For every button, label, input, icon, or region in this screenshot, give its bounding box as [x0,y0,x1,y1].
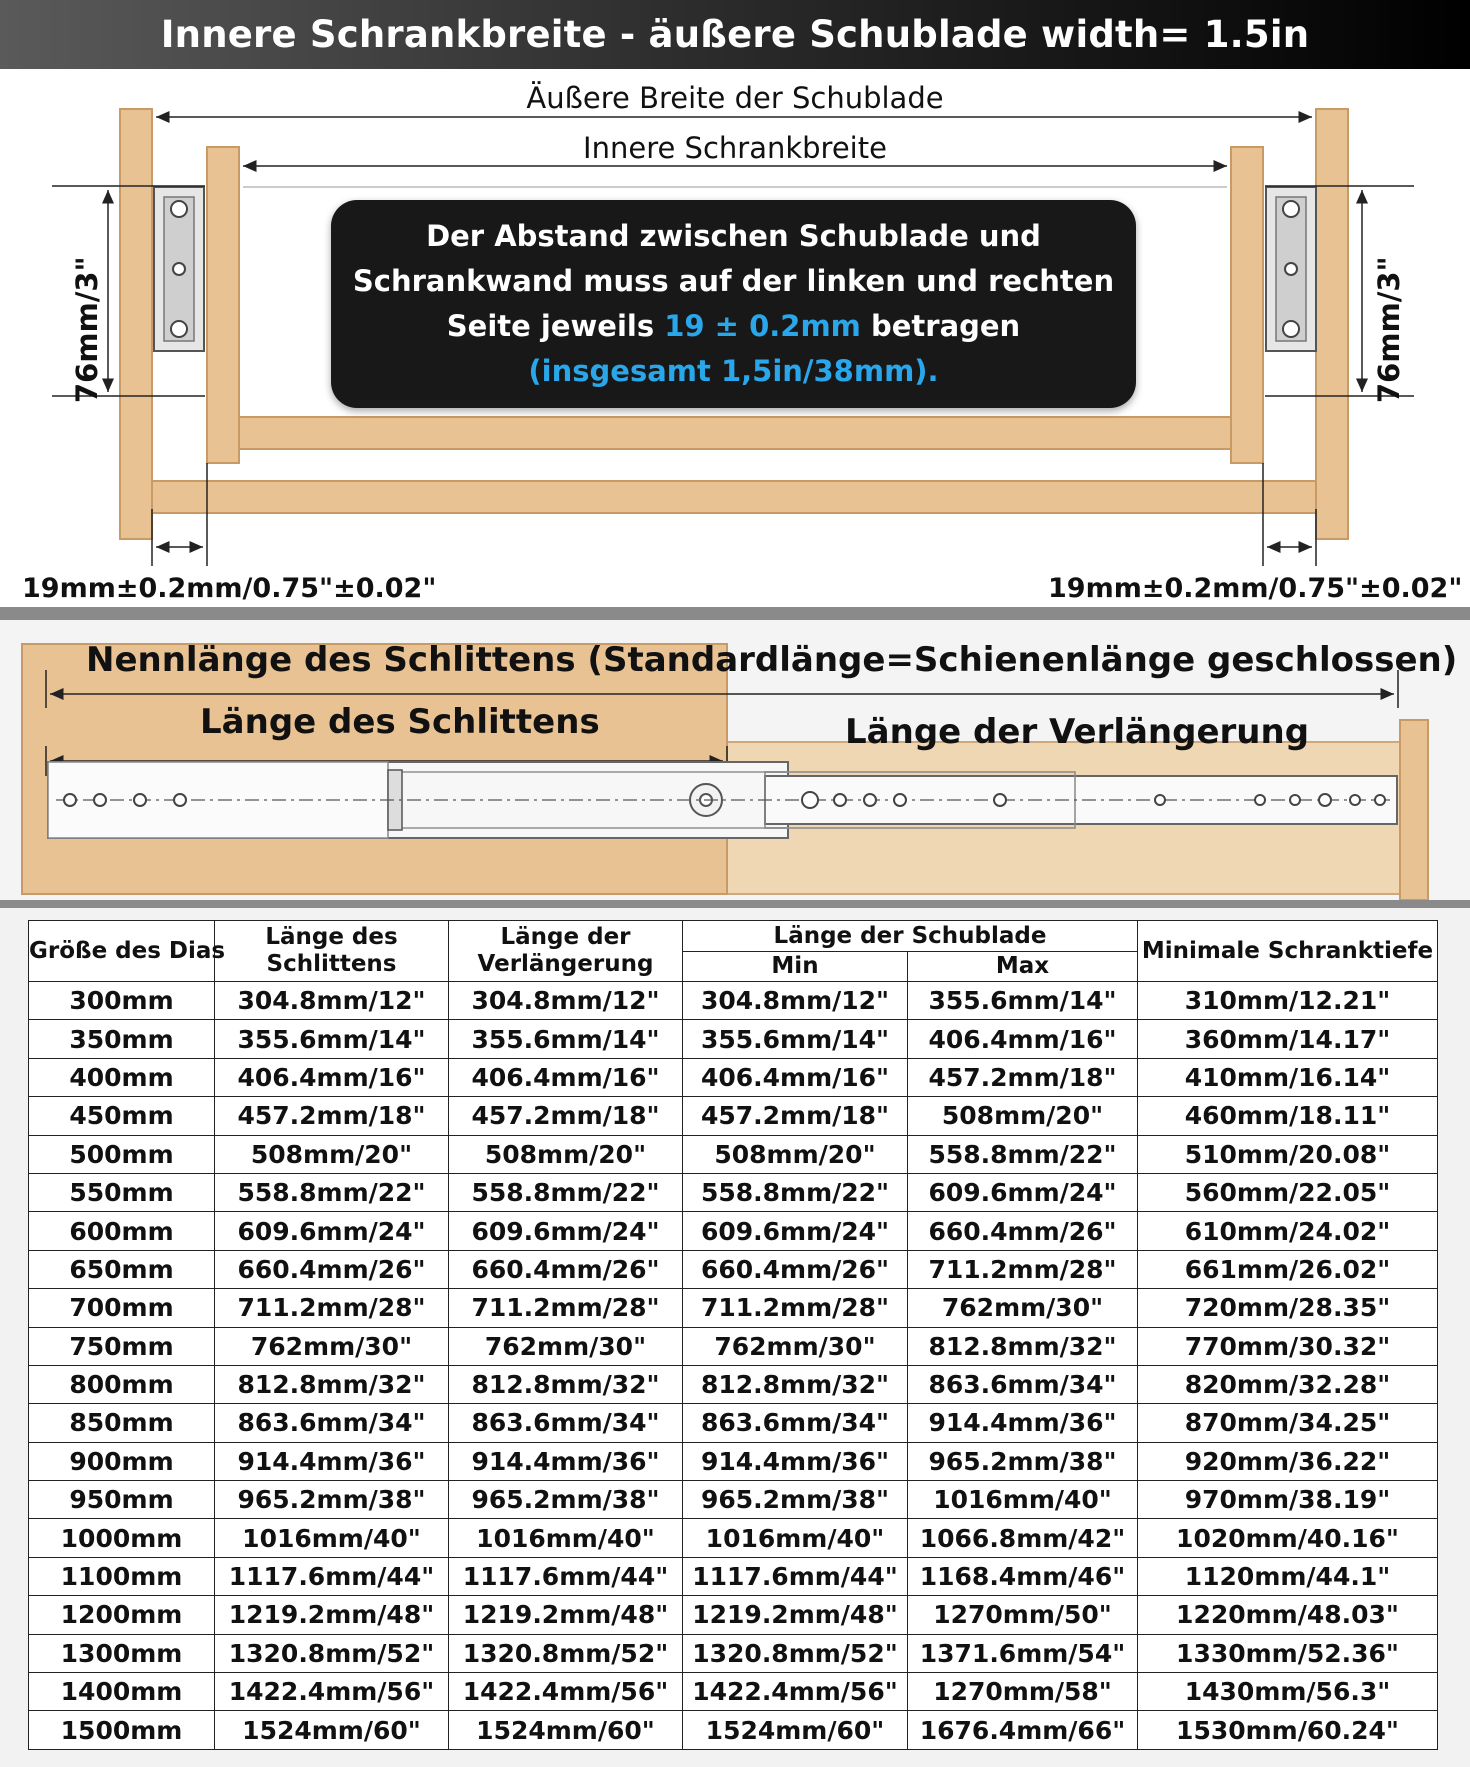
cell-slide-length: 711.2mm/28" [215,1289,449,1327]
cell-drawer-min: 457.2mm/18" [683,1097,908,1135]
cell-extension-length: 1422.4mm/56" [449,1673,683,1711]
cell-slide-length: 558.8mm/22" [215,1173,449,1211]
cell-slide-length: 406.4mm/16" [215,1058,449,1096]
cell-extension-length: 558.8mm/22" [449,1173,683,1211]
cell-size: 350mm [29,1020,215,1058]
cell-drawer-min: 355.6mm/14" [683,1020,908,1058]
cell-min-cabinet-depth: 1220mm/48.03" [1138,1596,1438,1634]
cell-size: 1000mm [29,1519,215,1557]
cell-extension-length: 304.8mm/12" [449,982,683,1020]
header-max: Max [908,952,1138,982]
nominal-length-label: Nennlänge des Schlittens (Standardlänge=Schienenlänge geschlossen) [86,640,1458,680]
header-drawer-length: Länge der Schublade [683,921,1138,952]
runner-right [1266,187,1316,351]
cell-extension-length: 609.6mm/24" [449,1212,683,1250]
cell-min-cabinet-depth: 920mm/36.22" [1138,1442,1438,1480]
cell-drawer-max: 457.2mm/18" [908,1058,1138,1096]
cell-slide-length: 1320.8mm/52" [215,1634,449,1672]
cell-min-cabinet-depth: 610mm/24.02" [1138,1212,1438,1250]
table-row [29,1442,1438,1480]
extension-length-label: Länge der Verlängerung [845,712,1310,752]
cell-min-cabinet-depth: 720mm/28.35" [1138,1289,1438,1327]
cell-slide-length: 355.6mm/14" [215,1020,449,1058]
cell-drawer-max: 508mm/20" [908,1097,1138,1135]
drawer-side-right [1231,147,1263,463]
cell-slide-length: 304.8mm/12" [215,982,449,1020]
cell-slide-length: 965.2mm/38" [215,1481,449,1519]
cell-extension-length: 1117.6mm/44" [449,1557,683,1595]
cell-drawer-max: 711.2mm/28" [908,1250,1138,1288]
cell-min-cabinet-depth: 770mm/30.32" [1138,1327,1438,1365]
cell-extension-length: 1219.2mm/48" [449,1596,683,1634]
cell-extension-length: 711.2mm/28" [449,1289,683,1327]
cell-size: 750mm [29,1327,215,1365]
spacing-notice [331,200,1136,408]
cell-drawer-min: 558.8mm/22" [683,1173,908,1211]
notice-line-2: Schrankwand muss auf der linken und rechten [352,264,1115,298]
cell-size: 650mm [29,1250,215,1288]
cell-slide-length: 1016mm/40" [215,1519,449,1557]
table-row [29,1711,1438,1749]
cell-min-cabinet-depth: 1120mm/44.1" [1138,1557,1438,1595]
cell-size: 950mm [29,1481,215,1519]
gap-label-right: 19mm±0.2mm/0.75"±0.02" [1048,573,1463,604]
cell-drawer-min: 1016mm/40" [683,1519,908,1557]
cell-drawer-min: 914.4mm/36" [683,1442,908,1480]
cell-drawer-max: 1016mm/40" [908,1481,1138,1519]
header-extension-length: Länge der Verlängerung [449,921,683,982]
cell-drawer-min: 711.2mm/28" [683,1289,908,1327]
size-table-body [29,982,1438,1750]
cell-drawer-max: 1168.4mm/46" [908,1557,1138,1595]
table-row [29,1519,1438,1557]
cell-drawer-max: 1371.6mm/54" [908,1634,1138,1672]
cell-size: 400mm [29,1058,215,1096]
table-row [29,1058,1438,1096]
cell-drawer-max: 863.6mm/34" [908,1365,1138,1403]
cell-size: 850mm [29,1404,215,1442]
cell-min-cabinet-depth: 820mm/32.28" [1138,1365,1438,1403]
table-row [29,1289,1438,1327]
cell-size: 450mm [29,1097,215,1135]
cabinet-wall-right [1316,109,1348,539]
table-row [29,1135,1438,1173]
table-row [29,1212,1438,1250]
cell-size: 500mm [29,1135,215,1173]
header-slide-length: Länge des Schlittens [215,921,449,982]
cell-slide-length: 660.4mm/26" [215,1250,449,1288]
table-row [29,1097,1438,1135]
inner-width-label: Innere Schrankbreite [583,131,887,165]
cell-drawer-min: 1320.8mm/52" [683,1634,908,1672]
page-title: Innere Schrankbreite - äußere Schublade width= 1.5in [160,13,1310,56]
cell-size: 1200mm [29,1596,215,1634]
cell-extension-length: 660.4mm/26" [449,1250,683,1288]
cell-min-cabinet-depth: 1530mm/60.24" [1138,1711,1438,1749]
cell-min-cabinet-depth: 510mm/20.08" [1138,1135,1438,1173]
cell-extension-length: 1016mm/40" [449,1519,683,1557]
cell-size: 800mm [29,1365,215,1403]
table-row [29,1673,1438,1711]
cabinet-floor [152,481,1316,513]
cell-drawer-min: 508mm/20" [683,1135,908,1173]
size-table-container [28,920,1437,1750]
cell-drawer-min: 812.8mm/32" [683,1365,908,1403]
cell-drawer-min: 1422.4mm/56" [683,1673,908,1711]
cell-drawer-max: 355.6mm/14" [908,982,1138,1020]
cell-extension-length: 1524mm/60" [449,1711,683,1749]
cell-drawer-min: 406.4mm/16" [683,1058,908,1096]
cell-drawer-max: 965.2mm/38" [908,1442,1138,1480]
drawer-bottom [239,417,1231,449]
cell-slide-length: 914.4mm/36" [215,1442,449,1480]
cell-min-cabinet-depth: 460mm/18.11" [1138,1097,1438,1135]
cell-extension-length: 762mm/30" [449,1327,683,1365]
cell-min-cabinet-depth: 1330mm/52.36" [1138,1634,1438,1672]
cell-size: 1300mm [29,1634,215,1672]
cell-drawer-max: 609.6mm/24" [908,1173,1138,1211]
drawer-side-left [207,147,239,463]
cell-slide-length: 1422.4mm/56" [215,1673,449,1711]
cell-drawer-max: 812.8mm/32" [908,1327,1138,1365]
cell-extension-length: 965.2mm/38" [449,1481,683,1519]
notice-line-3: Seite jeweils 19 ± 0.2mm betragen [446,309,1021,343]
table-row [29,1365,1438,1403]
cell-drawer-min: 762mm/30" [683,1327,908,1365]
height-label-left: 76mm/3" [70,256,104,403]
title-bar [0,0,1470,69]
cell-drawer-min: 660.4mm/26" [683,1250,908,1288]
cell-extension-length: 508mm/20" [449,1135,683,1173]
runner-left [154,187,204,351]
notice-gap-value: 19 ± 0.2mm [664,309,861,343]
cell-drawer-max: 914.4mm/36" [908,1404,1138,1442]
header-size: Größe des Dias [29,921,215,982]
table-row [29,1020,1438,1058]
cell-drawer-min: 965.2mm/38" [683,1481,908,1519]
gap-label-left: 19mm±0.2mm/0.75"±0.02" [22,573,437,604]
cell-drawer-min: 1524mm/60" [683,1711,908,1749]
cell-extension-length: 914.4mm/36" [449,1442,683,1480]
cell-slide-length: 1219.2mm/48" [215,1596,449,1634]
cell-drawer-min: 1117.6mm/44" [683,1557,908,1595]
table-row [29,1327,1438,1365]
cell-min-cabinet-depth: 870mm/34.25" [1138,1404,1438,1442]
table-row [29,1173,1438,1211]
cell-drawer-min: 609.6mm/24" [683,1212,908,1250]
size-table [28,920,1438,1750]
cell-min-cabinet-depth: 1020mm/40.16" [1138,1519,1438,1557]
cell-drawer-min: 1219.2mm/48" [683,1596,908,1634]
notice-line-1: Der Abstand zwischen Schublade und [426,219,1041,253]
cell-size: 700mm [29,1289,215,1327]
cell-size: 1100mm [29,1557,215,1595]
cell-min-cabinet-depth: 360mm/14.17" [1138,1020,1438,1058]
cell-drawer-max: 558.8mm/22" [908,1135,1138,1173]
cell-slide-length: 508mm/20" [215,1135,449,1173]
height-label-right: 76mm/3" [1372,256,1406,403]
cell-size: 600mm [29,1212,215,1250]
cell-size: 1400mm [29,1673,215,1711]
header-min: Min [683,952,908,982]
table-row [29,1557,1438,1595]
cell-slide-length: 1117.6mm/44" [215,1557,449,1595]
cell-slide-length: 812.8mm/32" [215,1365,449,1403]
notice-line-4: (insgesamt 1,5in/38mm). [528,354,939,388]
table-row [29,1250,1438,1288]
cell-extension-length: 1320.8mm/52" [449,1634,683,1672]
cell-extension-length: 457.2mm/18" [449,1097,683,1135]
cell-min-cabinet-depth: 970mm/38.19" [1138,1481,1438,1519]
cell-drawer-max: 406.4mm/16" [908,1020,1138,1058]
rail-length-diagram [0,620,1470,908]
cell-extension-length: 863.6mm/34" [449,1404,683,1442]
cell-drawer-max: 762mm/30" [908,1289,1138,1327]
cell-size: 900mm [29,1442,215,1480]
cell-drawer-max: 1066.8mm/42" [908,1519,1138,1557]
cell-drawer-max: 1676.4mm/66" [908,1711,1138,1749]
slide-length-label: Länge des Schlittens [200,702,600,742]
cell-min-cabinet-depth: 310mm/12.21" [1138,982,1438,1020]
cell-min-cabinet-depth: 560mm/22.05" [1138,1173,1438,1211]
cell-min-cabinet-depth: 410mm/16.14" [1138,1058,1438,1096]
cell-min-cabinet-depth: 661mm/26.02" [1138,1250,1438,1288]
cell-drawer-max: 660.4mm/26" [908,1212,1138,1250]
cell-size: 1500mm [29,1711,215,1749]
cell-slide-length: 863.6mm/34" [215,1404,449,1442]
cell-extension-length: 812.8mm/32" [449,1365,683,1403]
table-row [29,1634,1438,1672]
cell-min-cabinet-depth: 1430mm/56.3" [1138,1673,1438,1711]
cell-slide-length: 1524mm/60" [215,1711,449,1749]
cell-size: 550mm [29,1173,215,1211]
table-row [29,1404,1438,1442]
cabinet-wall-left [120,109,152,539]
cell-drawer-min: 863.6mm/34" [683,1404,908,1442]
header-min-cabinet-depth: Minimale Schranktiefe [1138,921,1438,982]
cell-size: 300mm [29,982,215,1020]
table-row [29,1596,1438,1634]
cell-slide-length: 457.2mm/18" [215,1097,449,1135]
cell-drawer-max: 1270mm/58" [908,1673,1138,1711]
cell-slide-length: 762mm/30" [215,1327,449,1365]
cell-extension-length: 355.6mm/14" [449,1020,683,1058]
cell-drawer-min: 304.8mm/12" [683,982,908,1020]
cell-drawer-max: 1270mm/50" [908,1596,1138,1634]
table-row [29,982,1438,1020]
outer-width-label: Äußere Breite der Schublade [526,81,944,115]
table-row [29,1481,1438,1519]
cell-extension-length: 406.4mm/16" [449,1058,683,1096]
cell-slide-length: 609.6mm/24" [215,1212,449,1250]
